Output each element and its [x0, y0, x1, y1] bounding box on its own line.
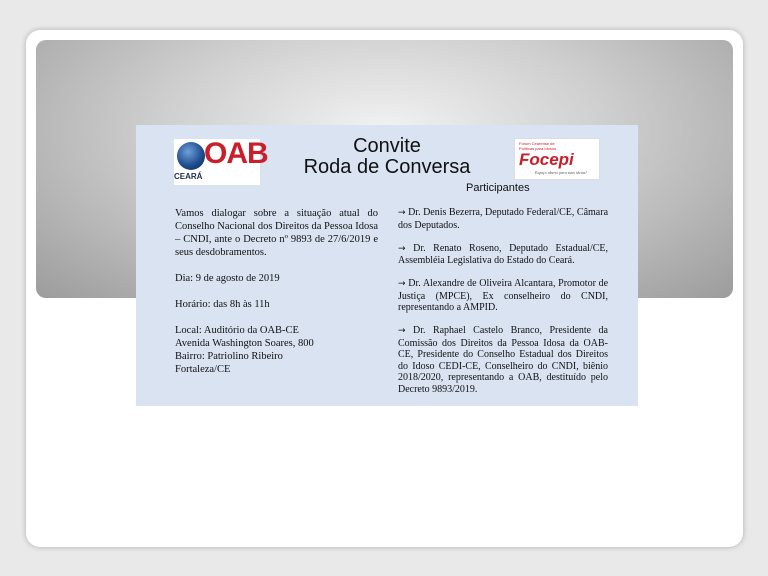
arrow-right-icon: →: [398, 208, 406, 218]
focepi-logo-name: Focepi: [519, 150, 574, 169]
arrow-right-icon: →: [398, 326, 406, 336]
participants-heading: Participantes: [466, 182, 530, 194]
participants-list: [398, 207, 608, 406]
location-line: Bairro: Patriolino Ribeiro: [175, 351, 283, 362]
oab-logo-text: OAB: [204, 137, 268, 170]
oab-logo-subtitle: CEARÁ: [174, 172, 203, 181]
location-line: Fortaleza/CE: [175, 364, 231, 375]
location-line: Local: Auditório da OAB-CE: [175, 325, 299, 336]
event-date: Dia: 9 de agosto de 2019: [175, 273, 280, 284]
participant-text: Dr. Renato Roseno, Deputado Estadual/CE, Assembléia Legislativa do Estado do Ceará.: [398, 242, 609, 266]
invitation-card: [136, 125, 638, 406]
participant-text: Dr. Denis Bezerra, Deputado Federal/CE, Câmara dos Deputados.: [398, 207, 609, 231]
participant-item: [398, 278, 608, 314]
arrow-right-icon: →: [398, 243, 406, 254]
participant-text: Dr. Raphael Castelo Branco, Presidente da Comissão dos Direitos da Pessoa Idosa da OAB-CE, Presidente do Conselho Estadual dos Direitos do Idoso CEDI-CE, Conselheiro do CNDI, biênio 2018/2020, representando a OAB, destituído pelo Decreto 9893/2019.: [398, 325, 608, 395]
participant-text: Dr. Alexandre de Oliveira Alcantara, Promotor de Justiça (MPCE), Ex conselheiro do CNDI, representando a AMPID.: [398, 278, 609, 313]
location-line: Avenida Washington Soares, 800: [175, 338, 314, 349]
invite-title: Convite: [353, 135, 421, 157]
event-time: Horário: das 8h às 11h: [175, 299, 270, 310]
focepi-logo-caption: Fórum Cearense de Políticas para Idosos: [519, 141, 557, 151]
participant-item: [398, 325, 608, 395]
focepi-logo: [514, 138, 600, 180]
intro-text: Vamos dialogar sobre a situação atual do Conselho Nacional dos Direitos da Pessoa Idosa – CNDI, ante o Decreto nº 9893 de 27/6/2019 e seus desdobramentos.: [175, 208, 378, 258]
event-details: [175, 207, 378, 376]
oab-ceara-logo: [174, 137, 268, 185]
invite-subtitle: Roda de Conversa: [303, 156, 471, 178]
participant-item: [398, 243, 608, 267]
focepi-logo-slogan: Espaço aberto para suas ideias!: [535, 170, 587, 175]
globe-icon: [177, 142, 205, 170]
participant-item: [398, 207, 608, 231]
arrow-right-icon: →: [398, 279, 406, 289]
